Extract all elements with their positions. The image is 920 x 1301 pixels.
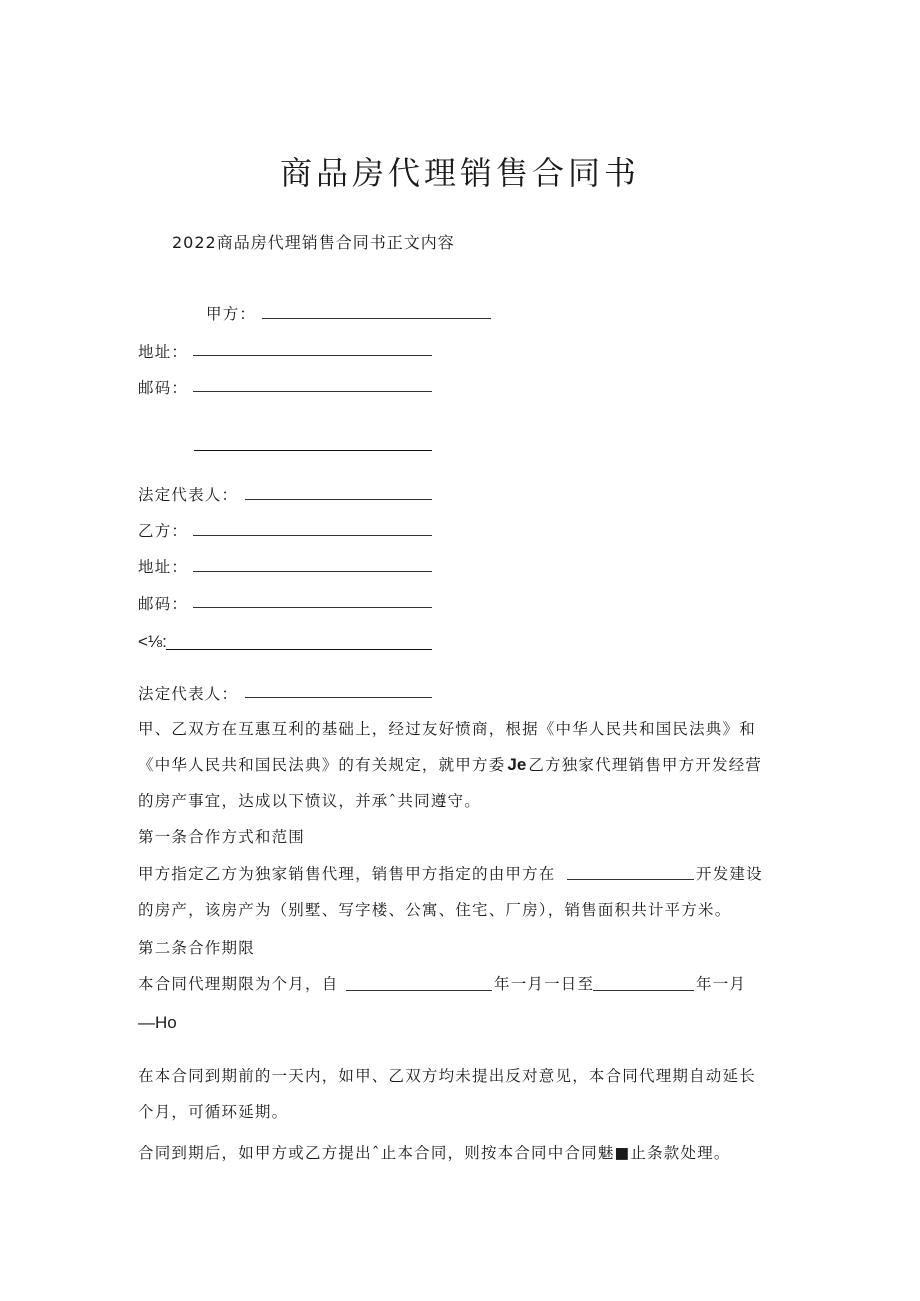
renewal-line-1: 在本合同到期前的一天内，如甲、乙双方均未提出反对意见，本合同代理期自动延长	[138, 1067, 756, 1085]
article-2-end-blank	[593, 990, 694, 991]
party-b-postcode-blank	[193, 607, 432, 608]
party-b-address-label: 地址：	[138, 558, 189, 576]
party-a-extra-blank	[194, 450, 432, 451]
party-a-rep-blank	[245, 499, 432, 500]
preamble-line-3: 的房产事宜，达成以下愤议，并承ˆ共同遵守。	[138, 792, 481, 810]
party-b-garbled-blank	[166, 649, 432, 650]
party-a-address-blank	[193, 355, 432, 356]
article-1-location-blank	[567, 879, 694, 880]
article-2-line-1c: 年一月	[696, 975, 747, 993]
article-2-line-1b: 年一月一日至	[494, 975, 595, 993]
party-a-blank	[262, 318, 491, 319]
preamble-line-1: 甲、乙双方在互惠互利的基础上，经过友好愤商，根据《中华人民共和国民法典》和	[138, 720, 756, 738]
article-1-title: 第一条合作方式和范围	[138, 828, 306, 846]
party-a-rep-label: 法定代表人：	[138, 486, 239, 504]
party-a-postcode-label: 邮码：	[138, 379, 189, 397]
article-2-line-2: —Ho	[138, 1013, 177, 1032]
document-subtitle: 2022商品房代理销售合同书正文内容	[172, 233, 455, 252]
party-b-label: 乙方：	[138, 522, 189, 540]
party-b-rep-blank	[245, 697, 432, 698]
party-b-blank	[193, 535, 432, 536]
party-b-garbled-label: <⅛:	[138, 632, 167, 651]
party-a-postcode-blank	[193, 391, 432, 392]
article-1-line-1a: 甲方指定乙方为独家销售代理，销售甲方指定的由甲方在	[138, 865, 556, 883]
party-b-rep-label: 法定代表人：	[138, 685, 239, 703]
article-2-title: 第二条合作期限	[138, 939, 255, 957]
preamble-line-2: 《中华人民共和国民法典》的有关规定，就甲方委 Je 乙方独家代理销售甲方开发经营	[138, 755, 763, 774]
expiry-line: 合同到期后，如甲方或乙方提出ˆ止本合同，则按本合同中合同魅■止条款处理。	[138, 1144, 731, 1162]
party-b-postcode-label: 邮码：	[138, 595, 189, 613]
renewal-line-2: 个月，可循环延期。	[138, 1103, 289, 1121]
article-1-line-2: 的房产，该房产为（别墅、写字楼、公寓、住宅、厂房），销售面积共计平方米。	[138, 901, 732, 919]
article-1-line-1b: 开发建设	[696, 865, 763, 883]
article-2-start-blank	[346, 990, 492, 991]
party-b-address-blank	[193, 571, 432, 572]
party-a-label: 甲方：	[206, 305, 257, 323]
article-2-line-1a: 本合同代理期限为个月，自	[138, 975, 339, 993]
document-title: 商品房代理销售合同书	[279, 154, 640, 192]
party-a-address-label: 地址：	[138, 343, 189, 361]
